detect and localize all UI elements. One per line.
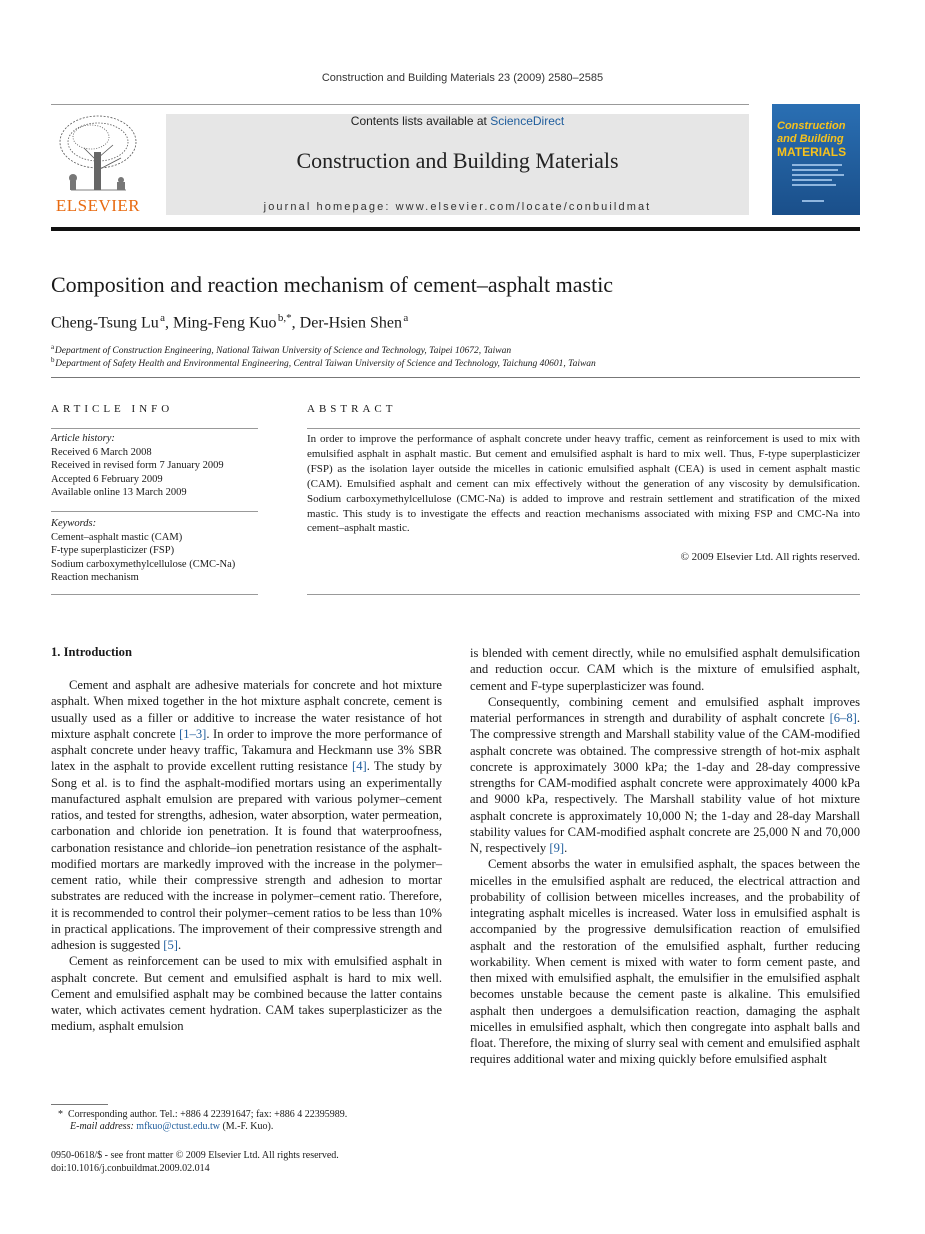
abstract-copyright: © 2009 Elsevier Ltd. All rights reserved.	[680, 551, 860, 563]
article-info-rule	[51, 511, 258, 512]
sciencedirect-link[interactable]: ScienceDirect	[490, 114, 565, 128]
abstract-rule	[307, 428, 860, 429]
cover-text-lines-icon	[792, 164, 852, 209]
footnote-rule	[51, 1104, 108, 1105]
keywords	[51, 517, 258, 585]
footnote-text: Corresponding author. Tel.: +886 4 22391647; fax: +886 4 22395989.	[68, 1109, 348, 1120]
history-item: Received in revised form 7 January 2009	[51, 460, 224, 471]
author-affiliation-mark: b,*	[277, 312, 292, 324]
keywords-label: Keywords:	[51, 518, 97, 529]
cover-title-line-1: Construction	[777, 120, 846, 132]
paragraph-text: .	[177, 938, 182, 952]
body-column-right	[470, 645, 860, 1068]
cover-title-line-3: MATERIALS	[777, 145, 847, 159]
section-heading-introduction: 1. Introduction	[51, 645, 132, 659]
keyword-item: F-type superplasticizer (FSP)	[51, 545, 175, 556]
journal-homepage-link[interactable]: journal homepage: www.elsevier.com/locate/conbuildmat	[263, 201, 652, 213]
article-history	[51, 432, 258, 500]
citation-link[interactable]: [9]	[549, 841, 565, 855]
doi-line[interactable]: doi:10.1016/j.conbuildmat.2009.02.014	[51, 1163, 210, 1174]
citation-link[interactable]: [6–8]	[829, 711, 857, 725]
elsevier-wordmark: ELSEVIER	[55, 196, 141, 215]
author-affiliation-mark: a	[160, 312, 165, 324]
abstract-text: In order to improve the performance of asphalt concrete under heavy traffic, cement as reinforcement is used to mix with emulsified asphalt in asphalt mastic. But cement and emulsified asphalt is hard to mix well. Thus, F-type superplasticizer (FSP) as the isolation layer outside the micelles in cationic emulsified asphalt (CEA) is used in cement asphalt mastic (CAM). Emulsified asphalt and cement can mix effectively without the generation of any viscosity by demulsification. Sodium carboxymethylcellulose (CMC-Na) is added to improve and restrain settlement and stratification of the mixed mastic. This study is to investigate the effects and reaction mechanisms associated with mixing FSP and CMC-Na into cement–asphalt mastic.	[307, 433, 860, 535]
section-divider	[51, 377, 860, 378]
cover-title	[777, 120, 857, 159]
journal-citation: Construction and Building Materials 23 (2009) 2580–2585	[321, 72, 604, 84]
article-info-rule	[51, 428, 258, 429]
abstract-heading: ABSTRACT	[307, 403, 397, 415]
abstract-rule	[307, 594, 860, 595]
article-info-rule	[51, 594, 258, 595]
email-label: E-mail address:	[70, 1121, 137, 1132]
header-thick-rule	[51, 227, 860, 231]
affiliation-a	[51, 343, 511, 356]
author-name[interactable]: Ming-Feng Kuo	[173, 314, 277, 332]
body-paragraph	[51, 677, 442, 953]
citation-link[interactable]: [4]	[352, 759, 367, 774]
affiliation-text: Department of Safety Health and Environmental Engineering, Central Taiwan University of Science and Technology, Taichung 40601, Taiwan	[55, 359, 596, 370]
history-item: Available online 13 March 2009	[51, 487, 187, 498]
paragraph-text: . The compressive strength and Marshall stability value of the CAM-modified asphalt concrete was obtained. The compressive strength of hot-mix asphalt concrete is approximately 3000 kPa; the 1-day and 28-day compressive strengths for CAM-modified asphalt concrete were approximately 4000 kPa and 9000 kPa, respectively. The Marshall stability value of hot mixture asphalt concrete is approximately 10,000 N; the 1-day and 28-day Marshall stability values for CAM-modified asphalt concrete are 25,000 N and 70,000 N, respectively	[470, 711, 860, 855]
affiliation-b	[51, 356, 596, 369]
author-affiliation-mark: a	[403, 312, 409, 324]
paragraph-text: . In order to improve the more performance of asphalt concrete under heavy traffic, Takamura and Heckmann use 3% SBR latex in the asphalt to provide excellent rutting resistance	[51, 726, 442, 774]
affiliation-mark: b	[51, 356, 55, 364]
keyword-item: Reaction mechanism	[51, 572, 139, 583]
body-paragraph: Cement absorbs the water in emulsified asphalt, the spaces between the micelles in the emulsified asphalt are reduced, the electrical attraction and probability of collision between micelles increases, and the probability of integrating asphalt micelles is increased. Water loss in emulsified asphalt is accompanied by the progressive demulsification reaction of emulsified asphalt and the restoration of the emulsified asphalt, further reducing workability. When cement is mixed with water to form cement paste, and then mixed with emulsified asphalt, the emulsifier in the emulsified asphalt becomes unstable because the cement paste is alkaline. This emulsified asphalt then undergoes a demulsification reaction, damaging the asphalt micelles in emulsified asphalt, which then congregate into asphalt balls and float. Therefore, the mixing of slurry seal with cement and emulsified asphalt requires additional water and mixing quickly before emulsified asphalt	[470, 857, 860, 1067]
email-suffix: (M.-F. Kuo).	[219, 1121, 274, 1132]
corresponding-author-footnote	[58, 1108, 448, 1122]
article-title: Composition and reaction mechanism of cement–asphalt mastic	[51, 272, 614, 297]
paragraph-text: Consequently, combining cement and emulsified asphalt improves material performances in strength and durability of asphalt concrete	[470, 694, 860, 725]
header-top-rule	[51, 104, 749, 105]
author-list: Cheng-Tsung Lu $^a$, Ming-Feng Kuo $^{b,*}$, Der-Hsien Shen $^a$	[51, 312, 409, 332]
paragraph-text: . The study by Song et al. is to find the asphalt-modified mortars using an experimentally manufactured asphalt emulsion are prepared with various polymer–cement ratios, and tested for strengths, adhesion, water absorption, water permeation, carbonation and chloride ion penetration. It is found that waterproofness, carbonation resistance and chloride–ion penetration resistance of the asphalt-modified mortars are markedly improved with the increase in the polymer–cement ratio, while their compressive strength and adhesion to mortar substrates are reduced with the increase in polymer–cement ratio. Therefore, it is recommended to control their polymer–cement ratios to be less than 10% in practical applications. The improvement of their compressive strength and adhesion is suggested	[51, 759, 443, 952]
cover-title-line-2: and Building	[777, 133, 844, 145]
affiliation-text: Department of Construction Engineering, National Taiwan University of Science and Technology, Taipei 10672, Taiwan	[54, 346, 512, 357]
history-label: Article history:	[51, 433, 115, 444]
citation-link[interactable]: [5]	[163, 938, 178, 952]
elsevier-logo[interactable]	[51, 112, 145, 216]
history-item: Accepted 6 February 2009	[51, 473, 163, 485]
author-email-link[interactable]: mfkuo@ctust.edu.tw	[136, 1121, 220, 1132]
journal-cover-thumbnail[interactable]	[772, 104, 860, 215]
body-paragraph	[470, 694, 860, 857]
body-paragraph: is blended with cement directly, while no emulsified asphalt demulsification and reduction occur. CAM which is the mixture of emulsified asphalt, cement and F-type superplasticizer was found.	[470, 646, 860, 693]
footnote-mark: *	[58, 1109, 63, 1120]
author-name[interactable]: Der-Hsien Shen	[299, 314, 402, 332]
author-email-line	[70, 1121, 273, 1132]
journal-title: Construction and Building Materials	[296, 148, 619, 173]
journal-banner	[166, 114, 749, 215]
affiliation-mark: a	[51, 343, 55, 351]
elsevier-tree-icon	[51, 112, 145, 194]
history-item: Received 6 March 2008	[51, 446, 152, 458]
paragraph-text: Cement and asphalt are adhesive materials for concrete and hot mixture asphalt. When mixed together in the hot mixture asphalt concrete, cement is usually used as a filler or additive to increase the water resistance of hot mixture asphalt concrete	[51, 678, 442, 741]
body-paragraph: Cement as reinforcement can be used to mix with emulsified asphalt in asphalt concrete. But cement and emulsified asphalt is hard to mix well. Cement and emulsified asphalt may be combined because the latter contains water, which activates cement hydration. CAM takes superplasticizer as the medium, asphalt emulsion	[51, 954, 442, 1034]
keyword-item: Sodium carboxymethylcellulose (CMC-Na)	[51, 558, 236, 570]
citation-link[interactable]: [1–3]	[179, 726, 207, 741]
keyword-item: Cement–asphalt mastic (CAM)	[51, 531, 183, 543]
body-column-left	[51, 677, 442, 1035]
article-info-heading: ARTICLE INFO	[51, 403, 174, 415]
issn-line: 0950-0618/$ - see front matter © 2009 Elsevier Ltd. All rights reserved.	[51, 1150, 339, 1161]
contents-prefix: Contents lists available at	[350, 114, 491, 128]
contents-available-line	[166, 114, 749, 128]
author-name[interactable]: Cheng-Tsung Lu	[51, 314, 159, 332]
paragraph-text: .	[564, 841, 568, 855]
